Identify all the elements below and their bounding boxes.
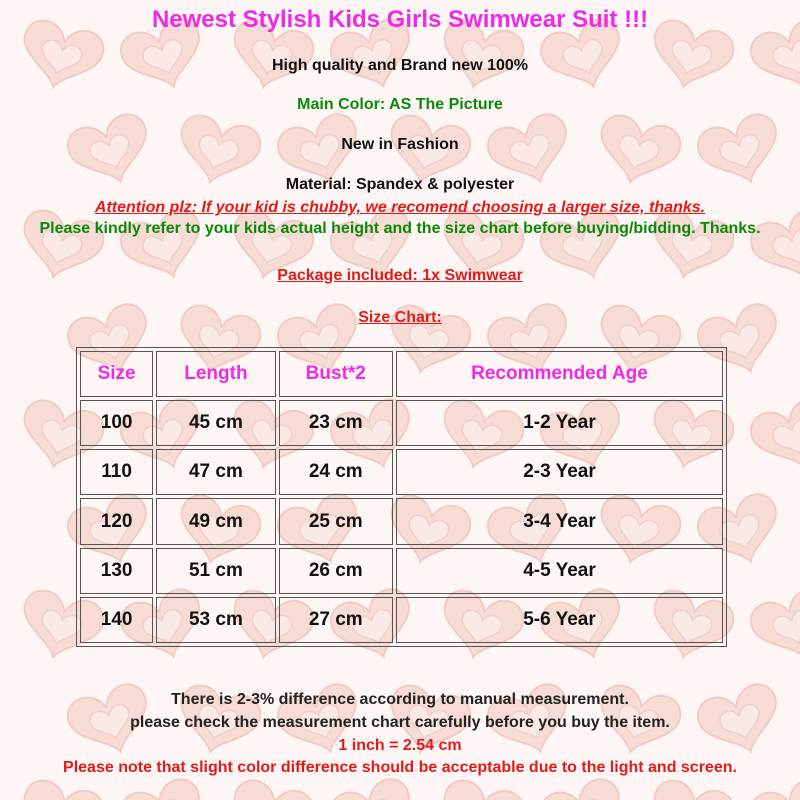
- cell-length: 49 cm: [156, 498, 275, 544]
- cell-age: 2-3 Year: [396, 449, 723, 495]
- table-row: [80, 498, 723, 544]
- difference-note: There is 2-3% difference according to manual measurement.: [171, 691, 629, 708]
- table-row: [80, 548, 723, 594]
- cell-length: 45 cm: [156, 400, 275, 446]
- package-included: Package included: 1x Swimwear: [277, 267, 523, 284]
- header-length: Length: [156, 351, 275, 397]
- cell-size: 130: [80, 548, 153, 594]
- table-row: [80, 597, 723, 643]
- cell-length: 53 cm: [156, 597, 275, 643]
- attention-notice: Attention plz: If your kid is chubby, we recomend choosing a larger size, thanks.: [94, 199, 706, 216]
- size-chart-table: [76, 347, 727, 647]
- header-recommended-age: Recommended Age: [396, 351, 723, 397]
- cell-bust: 27 cm: [279, 597, 393, 643]
- table-row: [80, 400, 723, 446]
- quality-text: High quality and Brand new 100%: [271, 57, 529, 74]
- cell-size: 100: [80, 400, 153, 446]
- cell-length: 47 cm: [156, 449, 275, 495]
- cell-age: 3-4 Year: [396, 498, 723, 544]
- main-color-text: Main Color: AS The Picture: [297, 96, 503, 113]
- header-bust: Bust*2: [279, 351, 393, 397]
- cell-bust: 25 cm: [279, 498, 393, 544]
- cell-bust: 24 cm: [279, 449, 393, 495]
- cell-length: 51 cm: [156, 548, 275, 594]
- inch-conversion: 1 inch = 2.54 cm: [338, 737, 462, 754]
- cell-age: 5-6 Year: [396, 597, 723, 643]
- fashion-text: New in Fashion: [341, 136, 459, 153]
- cell-bust: 23 cm: [279, 400, 393, 446]
- material-text: Material: Spandex & polyester: [285, 176, 515, 193]
- table-header-row: [80, 351, 723, 397]
- check-note: please check the measurement chart carefully before you buy the item.: [130, 714, 670, 731]
- table-row: [80, 449, 723, 495]
- size-chart-label: Size Chart:: [358, 309, 442, 326]
- cell-age: 1-2 Year: [396, 400, 723, 446]
- cell-bust: 26 cm: [279, 548, 393, 594]
- color-difference-note: Please note that slight color difference should be acceptable due to the light and screen.: [63, 759, 737, 776]
- cell-size: 140: [80, 597, 153, 643]
- cell-age: 4-5 Year: [396, 548, 723, 594]
- refer-notice: Please kindly refer to your kids actual height and the size chart before buying/bidding. Thanks.: [39, 220, 761, 237]
- cell-size: 120: [80, 498, 153, 544]
- header-size: Size: [80, 351, 153, 397]
- cell-size: 110: [80, 449, 153, 495]
- page-title: Newest Stylish Kids Girls Swimwear Suit !!!: [151, 6, 649, 33]
